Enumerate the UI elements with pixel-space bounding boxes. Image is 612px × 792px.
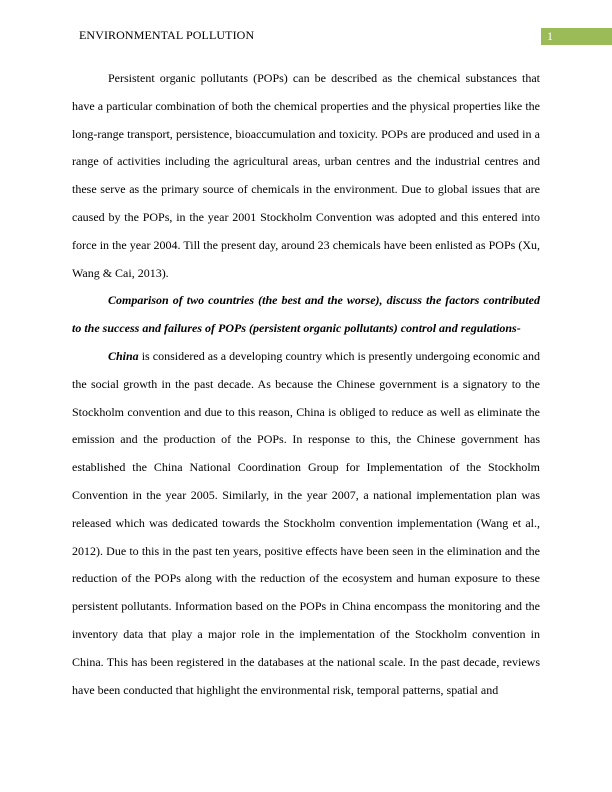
document-body [72, 65, 540, 704]
china-paragraph [72, 343, 540, 704]
china-paragraph-text: is considered as a developing country which is presently undergoing economic and the social growth in the past decade. As because the Chinese government is a signatory to the Stockholm convention and due to this reason, China is obliged to reduce as well as eliminate the emission and the production of the POPs. In response to this, the Chinese government has established the China National Coordination Group for Implementation of the Stockholm Convention in the year 2005. Similarly, in the year 2007, a national implementation plan was released which was dedicated towards the Stockholm convention implementation (Wang et al., 2012). Due to this in the past ten years, positive effects have been seen in the elimination and the reduction of the POPs along with the reduction of the ecosystem and human exposure to these persistent pollutants. Information based on the POPs in China encompass the monitoring and the inventory data that play a major role in the implementation of the Stockholm convention in China. This has been registered in the databases at the national scale. In the past decade, reviews have been conducted that highlight the environmental risk, temporal patterns, spatial and [72, 348, 540, 697]
page-number: 1 [547, 29, 553, 43]
china-lead-term: China [108, 348, 139, 363]
page-number-box [541, 28, 612, 45]
running-header-title: ENVIRONMENTAL POLLUTION [79, 28, 255, 42]
section-heading: Comparison of two countries (the best and the worse), discuss the factors contributed to the success and failures of POPs (persistent organic pollutants) control and regulations- [72, 293, 540, 336]
intro-paragraph: Persistent organic pollutants (POPs) can be described as the chemical substances that have a particular combination of both the chemical properties and the physical properties like the long-range transport, persistence, bioaccumulation and toxicity. POPs are produced and used in a range of activities including the agricultural areas, urban centres and the industrial centres and these serve as the primary source of chemicals in the environment. Due to global issues that are caused by the POPs, in the year 2001 Stockholm Convention was adopted and this entered into force in the year 2004. Till the present day, around 23 chemicals have been enlisted as POPs (Xu, Wang & Cai, 2013). [72, 71, 540, 280]
